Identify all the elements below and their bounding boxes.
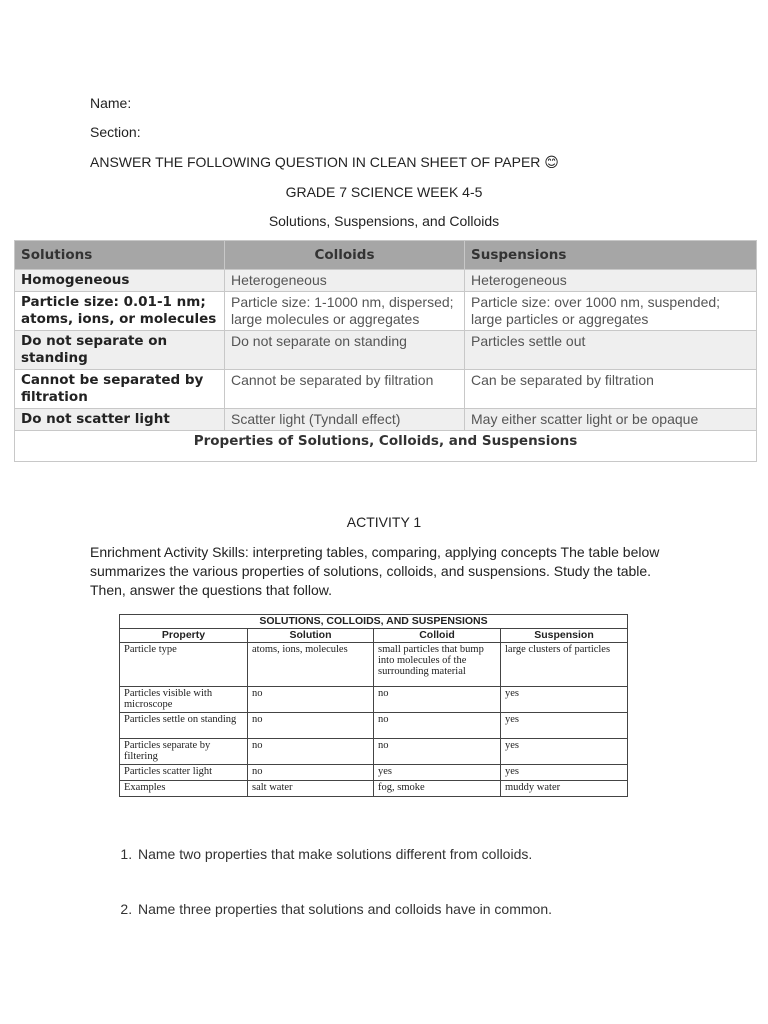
table-row	[15, 292, 757, 331]
activity-title: ACTIVITY 1	[346, 514, 422, 530]
header-suspension: Suspension	[501, 629, 628, 643]
question-1: 1. Name two properties that make solutions different from colloids.	[136, 846, 736, 862]
properties-table-header-row	[15, 241, 757, 270]
table-cell: no	[374, 687, 501, 713]
question-list	[96, 846, 736, 917]
table-cell: large clusters of particles	[501, 643, 628, 687]
table-row	[15, 270, 757, 292]
name-label: Name:	[90, 95, 132, 111]
table-cell: muddy water	[501, 781, 628, 797]
table-cell: Particles separate by filtering	[120, 739, 248, 765]
table-cell: no	[248, 765, 374, 781]
table-cell: Particle size: over 1000 nm, suspended; large particles or aggregates	[465, 292, 757, 331]
table-row	[15, 370, 757, 409]
table-cell: yes	[501, 765, 628, 781]
table-cell: Particle size: 0.01-1 nm; atoms, ions, or molecules	[15, 292, 225, 331]
topic-title: Solutions, Suspensions, and Colloids	[268, 213, 500, 229]
header-property: Property	[120, 629, 248, 643]
scanned-properties-table	[119, 614, 628, 797]
table-cell: Cannot be separated by filtration	[225, 370, 465, 409]
table-row	[120, 687, 628, 713]
table-cell: atoms, ions, molecules	[248, 643, 374, 687]
table-cell: Do not scatter light	[15, 409, 225, 431]
table-caption: Properties of Solutions, Colloids, and Suspensions	[15, 431, 757, 462]
grade-title: GRADE 7 SCIENCE WEEK 4-5	[285, 184, 483, 200]
table-cell: May either scatter light or be opaque	[465, 409, 757, 431]
table-cell: yes	[501, 687, 628, 713]
table-cell: Particles visible with microscope	[120, 687, 248, 713]
table-cell: Homogeneous	[15, 270, 225, 292]
table-cell: Particles settle out	[465, 331, 757, 370]
table-row	[120, 643, 628, 687]
table-row	[120, 781, 628, 797]
header-colloids: Colloids	[225, 241, 465, 270]
table-cell: yes	[501, 713, 628, 739]
table-cell: Scatter light (Tyndall effect)	[225, 409, 465, 431]
table-row	[15, 331, 757, 370]
table-cell: no	[374, 713, 501, 739]
table-cell: Particles scatter light	[120, 765, 248, 781]
table-cell: Heterogeneous	[465, 270, 757, 292]
table-cell: Cannot be separated by filtration	[15, 370, 225, 409]
header-solutions: Solutions	[15, 241, 225, 270]
header-solution: Solution	[248, 629, 374, 643]
table-row	[120, 739, 628, 765]
table-cell: Can be separated by filtration	[465, 370, 757, 409]
table-cell: no	[248, 739, 374, 765]
table-cell: fog, smoke	[374, 781, 501, 797]
activity-intro: Enrichment Activity Skills: interpreting tables, comparing, applying concepts The table below summarizes the various properties of solutions, colloids, and suspensions. Study the table. Then, answer the questions that follow.	[90, 544, 660, 598]
header-colloid: Colloid	[374, 629, 501, 643]
table-row	[120, 765, 628, 781]
instruction-text: ANSWER THE FOLLOWING QUESTION IN CLEAN SHEET OF PAPER 😊	[90, 154, 559, 170]
table-caption-row	[15, 431, 757, 462]
table-cell: yes	[501, 739, 628, 765]
table-cell: Heterogeneous	[225, 270, 465, 292]
table-cell: Do not separate on standing	[225, 331, 465, 370]
table-cell: Particle size: 1-1000 nm, dispersed; large molecules or aggregates	[225, 292, 465, 331]
table-row	[15, 409, 757, 431]
table-cell: no	[248, 687, 374, 713]
table-row	[120, 713, 628, 739]
scan-table-header-row	[120, 629, 628, 643]
table-cell: Examples	[120, 781, 248, 797]
header-suspensions: Suspensions	[465, 241, 757, 270]
table-cell: no	[374, 739, 501, 765]
section-label: Section:	[90, 124, 141, 140]
table-cell: Particles settle on standing	[120, 713, 248, 739]
properties-table	[14, 240, 757, 462]
question-2: 2. Name three properties that solutions and colloids have in common.	[136, 901, 736, 917]
table-cell: Do not separate on standing	[15, 331, 225, 370]
scan-table-title: SOLUTIONS, COLLOIDS, AND SUSPENSIONS	[120, 615, 628, 629]
table-cell: no	[248, 713, 374, 739]
table-cell: small particles that bump into molecules of the surrounding material	[374, 643, 501, 687]
table-cell: salt water	[248, 781, 374, 797]
table-cell: yes	[374, 765, 501, 781]
table-cell: Particle type	[120, 643, 248, 687]
